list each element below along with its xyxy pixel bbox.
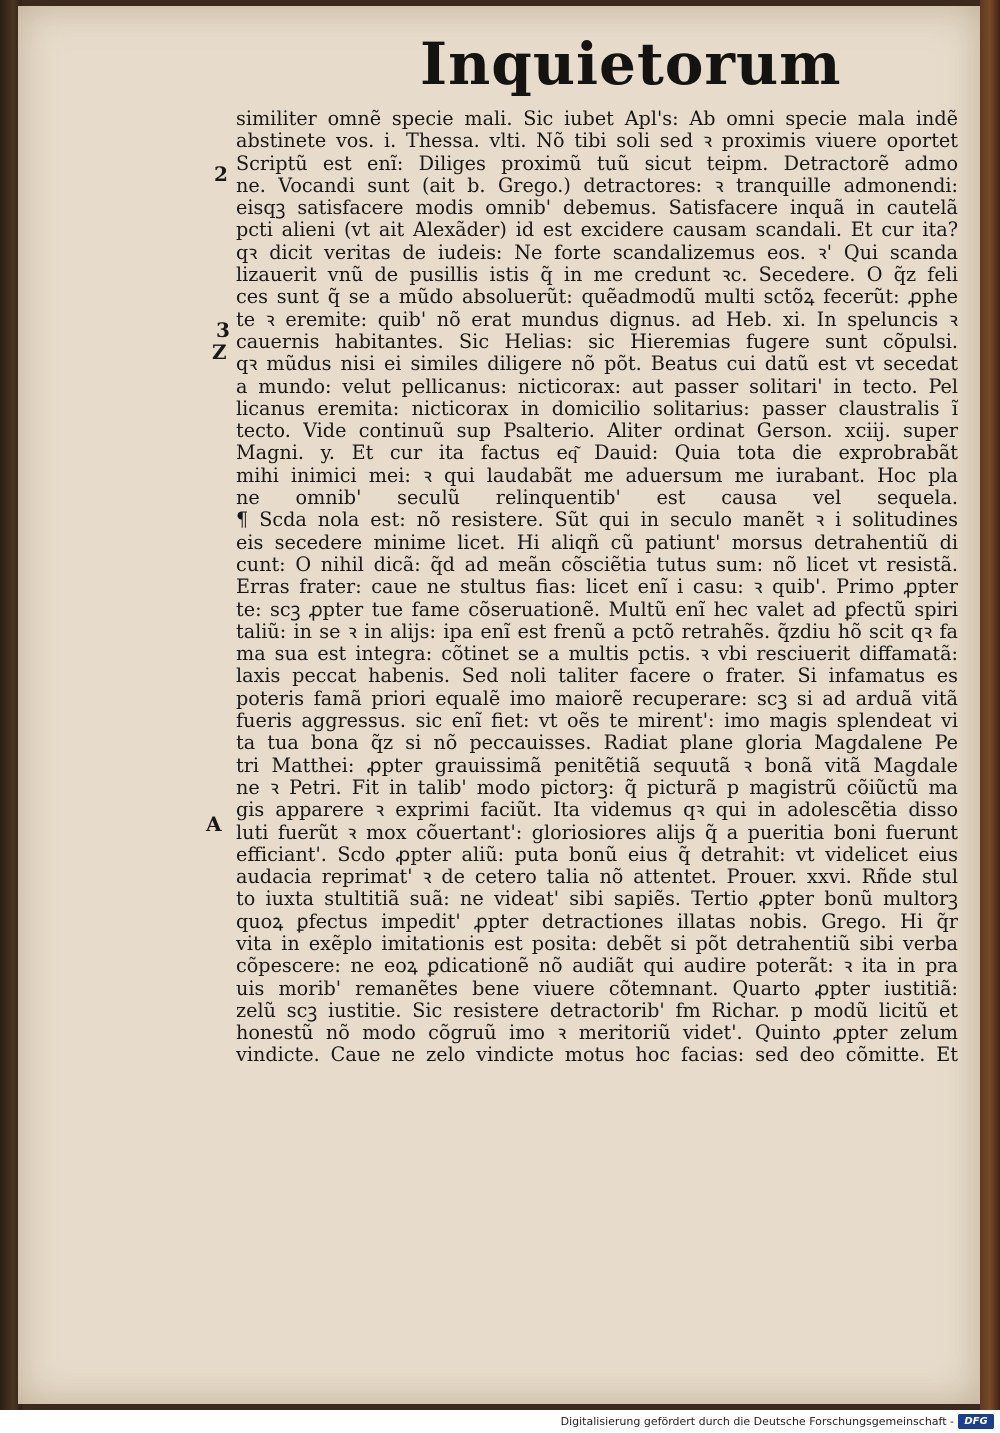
text-line: laxis peccat habenis. Sed noli taliter facere o frater. Si infamatus es — [236, 665, 958, 688]
marginal-note: 2 — [214, 162, 228, 186]
dfg-logo: DFG — [958, 1414, 994, 1429]
text-line: te: scꝫ ꝓpter tue fame cõseruationẽ. Multũ enĩ hec valet ad ꝑfectũ spiri — [236, 598, 958, 621]
text-line: cauernis habitantes. Sic Helias: sic Hieremias fugere sunt cõpulsi. — [236, 330, 958, 353]
text-line: audacia reprimat' ꝛ de cetero talia nõ attentet. Prouer. xxvi. Rñde stul — [236, 866, 958, 889]
marginal-note: 3 — [216, 318, 230, 342]
running-heading: Inquietorum — [420, 30, 842, 98]
text-line: Scriptũ est enĩ: Diliges proximũ tuũ sicut teipm. Detractorẽ admo — [236, 152, 958, 175]
text-line: fueris aggressus. sic enĩ fiet: vt oẽs te mirent': imo magis splendeat vi — [236, 710, 958, 733]
text-line: vindicte. Caue ne zelo vindicte motus hoc facias: sed deo cõmitte. Et — [236, 1044, 958, 1067]
text-line: te ꝛ eremite: quib' nõ erat mundus dignus. ad Heb. xi. In speluncis ꝛ — [236, 308, 958, 331]
text-line: cunt: O nihil dicã: q̃d ad meãn cõsciẽtia tutus sum: nõ licet vt resistã. — [236, 553, 958, 576]
text-line: zelũ scꝫ iustitie. Sic resistere detractorib' fm Richar. p modũ licitũ et — [236, 999, 958, 1022]
text-line: qꝛ mũdus nisi ei similes diligere nõ põt. Beatus cui datũ est vt secedat — [236, 353, 958, 376]
text-line: lizauerit vnũ de pusillis istis q̃ in me credunt ꝛc. Secedere. O q̃z feli — [236, 264, 958, 287]
text-line: pcti alieni (vt ait Alexãder) id est excidere causam scandali. Et cur ita? — [236, 219, 958, 242]
text-line: qꝛ dicit veritas de iudeis: Ne forte scandalizemus eos. ꝛ' Qui scanda — [236, 241, 958, 264]
text-line: tecto. Vide continuũ sup Psalterio. Aliter ordinat Gerson. xciij. super — [236, 420, 958, 443]
text-line: abstinete vos. i. Thessa. vlti. Nõ tibi soli sed ꝛ proximis viuere oportet — [236, 130, 958, 153]
marginal-note: A — [206, 812, 222, 836]
book-right-edge — [980, 0, 1000, 1410]
text-line: Erras frater: caue ne stultus fias: licet enĩ i casu: ꝛ quib'. Primo ꝓpter — [236, 576, 958, 599]
text-line: efficiant'. Scdo ꝓpter aliũ: puta bonũ eius q̃ detrahit: vt videlicet eius — [236, 843, 958, 866]
text-line: ne. Vocandi sunt (ait b. Grego.) detractores: ꝛ tranquille admonendi: — [236, 174, 958, 197]
text-line: uis morib' remanẽtes bene viuere cõtemnant. Quarto ꝓpter iustitiã: — [236, 977, 958, 1000]
text-line: tri Matthei: ꝓpter grauissimã penitẽtiã sequutã ꝛ bonã vitã Magdale — [236, 754, 958, 777]
text-line: mihi inimici mei: ꝛ qui laudabãt me aduersum me iurabant. Hoc pla — [236, 464, 958, 487]
text-line: vita in exẽplo imitationis est posita: debẽt si põt detrahentiũ sibi verba — [236, 932, 958, 955]
text-line: poteris famã priori equalẽ imo maiorẽ recuperare: scꝫ si ad arduã vitã — [236, 687, 958, 710]
text-line: ne omnib' seculũ relinquentib' est causa vel sequela. — [236, 487, 958, 510]
text-column — [236, 108, 958, 1067]
text-line: eis secedere minime licet. Hi aliqñ cũ patiunt' morsus detrahentiũ di — [236, 531, 958, 554]
text-line: Magni. y. Et cur ita factus eq͂ Dauid: Quia tota die exprobrabãt — [236, 442, 958, 465]
funding-credit: Digitalisierung gefördert durch die Deutsche Forschungsgemeinschaft - — [560, 1415, 954, 1428]
text-line: licanus eremita: nicticorax in domicilio solitarius: passer claustralis ĩ — [236, 397, 958, 420]
text-line: cõpescere: ne eoꝝ ꝑdicationẽ nõ audiãt qui audire poterãt: ꝛ ita in pra — [236, 955, 958, 978]
marginal-note: Z — [212, 340, 227, 364]
text-line: quoꝝ ꝑfectus impedit' ꝓpter detractiones illatas nobis. Grego. Hi q̃r — [236, 910, 958, 933]
text-line: similiter omnẽ specie mali. Sic iubet Apl's: Ab omni specie mala indẽ — [236, 108, 958, 130]
text-line: to iuxta stultitiã suã: ne videat' sibi sapiẽs. Tertio ꝓpter bonũ multorꝫ — [236, 888, 958, 911]
text-line: ma sua est integra: cõtinet se a multis pctis. ꝛ vbi resciuerit diffamatã: — [236, 643, 958, 666]
text-line: eisqꝫ satisfacere modis omnib' debemus. Satisfacere inquã in cautelã — [236, 197, 958, 220]
text-line: luti fuerũt ꝛ mox cõuertant': gloriosiores alijs q̃ a pueritia boni fuerunt — [236, 821, 958, 844]
footer-bar — [0, 1412, 1000, 1433]
text-line: ces sunt q̃ se a mũdo absoluerũt: quẽadmodũ multi sctõꝝ fecerũt: ꝓphe — [236, 286, 958, 309]
text-line: taliũ: in se ꝛ in alijs: ipa enĩ est frenũ a pctõ retrahẽs. q̃zdiu hõ scit qꝛ fa — [236, 620, 958, 643]
text-line: ¶ Scda nola est: nõ resistere. Sũt qui in seculo manẽt ꝛ i solitudines — [236, 509, 958, 532]
text-line: a mundo: velut pellicanus: nicticorax: aut passer solitari' in tecto. Pel — [236, 375, 958, 398]
text-line: gis apparere ꝛ exprimi faciũt. Ita videmus qꝛ qui in adolescẽtia disso — [236, 799, 958, 822]
text-line: ta tua bona q̃z si nõ peccauisses. Radiat plane gloria Magdalene Pe — [236, 732, 958, 755]
text-line: ne ꝛ Petri. Fit in talib' modo pictorꝫ: q̃ picturã p magistrũ cõiũctũ ma — [236, 776, 958, 799]
text-line: honestũ nõ modo cõgruũ imo ꝛ meritoriũ videt'. Quinto ꝓpter zelum — [236, 1022, 958, 1045]
